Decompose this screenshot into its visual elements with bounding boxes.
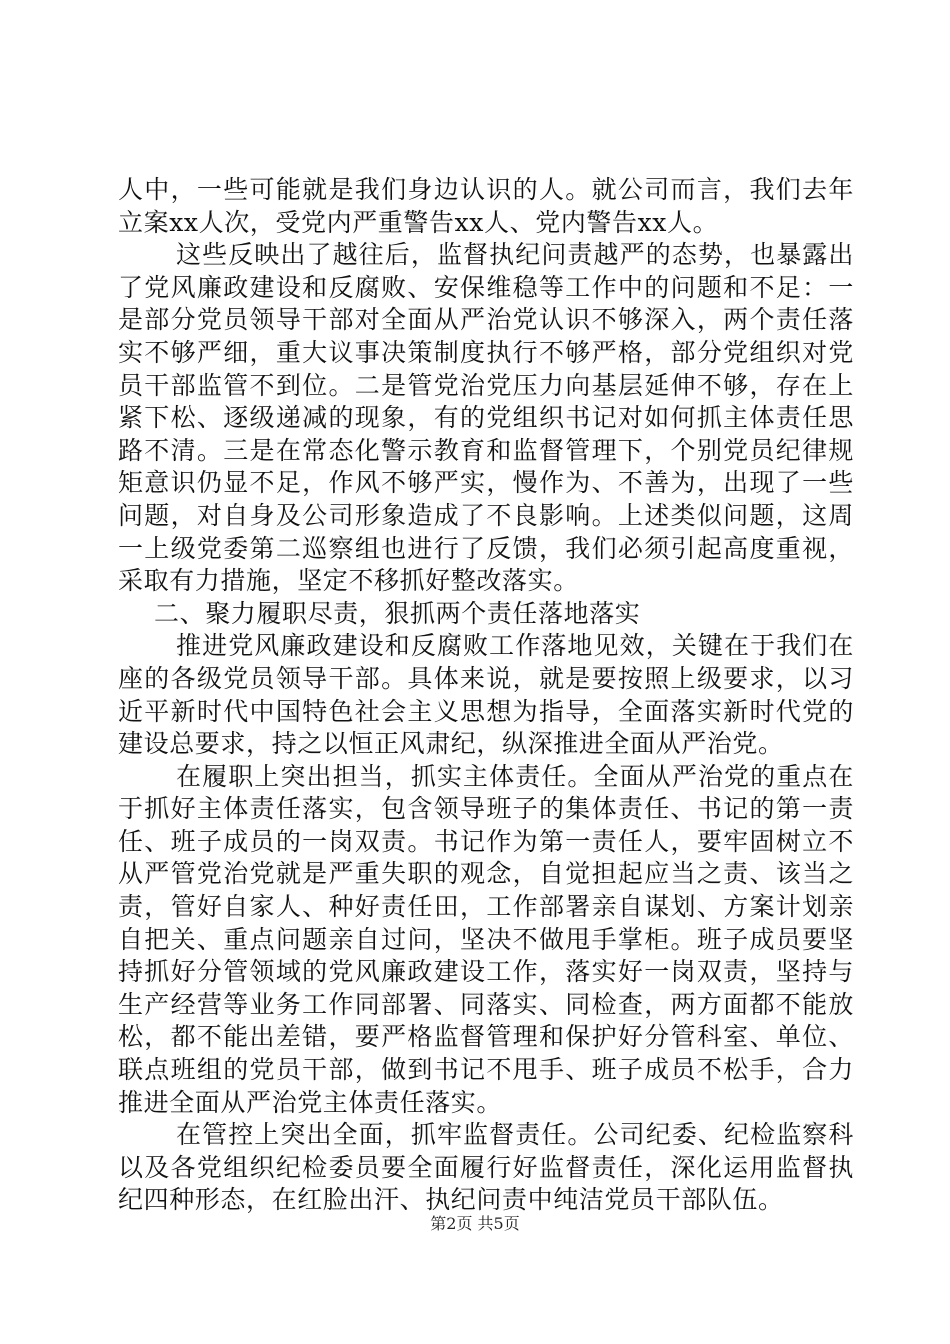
paragraph-continuation: 人中，一些可能就是我们身边认识的人。就公司而言，我们去年立案xx人次，受党内严重警告xx人、党内警告xx人。 [118,175,854,237]
section-heading: 二、聚力履职尽责，狠抓两个责任落地落实 [154,598,641,628]
paragraph-problems: 这些反映出了越往后，监督执纪问责越严的态势，也暴露出了党风廉政建设和反腐败、安保维稳等工作中的问题和不足：一是部分党员领导干部对全面从严治党认识不够深入，两个责任落实不够严细，重大议事决策制度执行不够严格，部分党组织对党员干部监管不到位。二是管党治党压力向基层延伸不够，存在上紧下松、逐级递减的现象，有的党组织书记对如何抓主体责任思路不清。三是在常态化警示教育和监督管理下，个别党员纪律规矩意识仍显不足，作风不够严实，慢作为、不善为，出现了一些问题，对自身及公司形象造成了不良影响。上述类似问题，这周一上级党委第二巡察组也进行了反馈，我们必须引起高度重视，采取有力措施，坚定不移抓好整改落实。 [118,240,854,596]
page-number-footer: 第2页 共5页 [430,1214,520,1233]
paragraph-supervision-responsibility: 在管控上突出全面，抓牢监督责任。公司纪委、纪检监察科以及各党组织纪检委员要全面履行好监督责任，深化运用监督执纪四种形态，在红脸出汗、执纪问责中纯洁党员干部队伍。 [118,1120,854,1215]
paragraph-main-responsibility: 在履职上突出担当，抓实主体责任。全面从严治党的重点在于抓好主体责任落实，包含领导班子的集体责任、书记的第一责任、班子成员的一岗双责。书记作为第一责任人，要牢固树立不从严管党治党就是严重失职的观念，自觉担起应当之责、该当之责，管好自家人、种好责任田，工作部署亲自谋划、方案计划亲自把关、重点问题亲自过问，坚决不做甩手掌柜。班子成员要坚持抓好分管领域的党风廉政建设工作，落实好一岗双责，坚持与生产经营等业务工作同部署、同落实、同检查，两方面都不能放松，都不能出差错，要严格监督管理和保护好分管科室、单位、联点班组的党员干部，做到书记不甩手、班子成员不松手，合力推进全面从严治党主体责任落实。 [118,761,854,1117]
document-body [118,174,854,1217]
paragraph-leadership: 推进党风廉政建设和反腐败工作落地见效，关键在于我们在座的各级党员领导干部。具体来说，就是要按照上级要求，以习近平新时代中国特色社会主义思想为指导，全面落实新时代党的建设总要求，持之以恒正风肃纪，纵深推进全面从严治党。 [118,631,854,759]
